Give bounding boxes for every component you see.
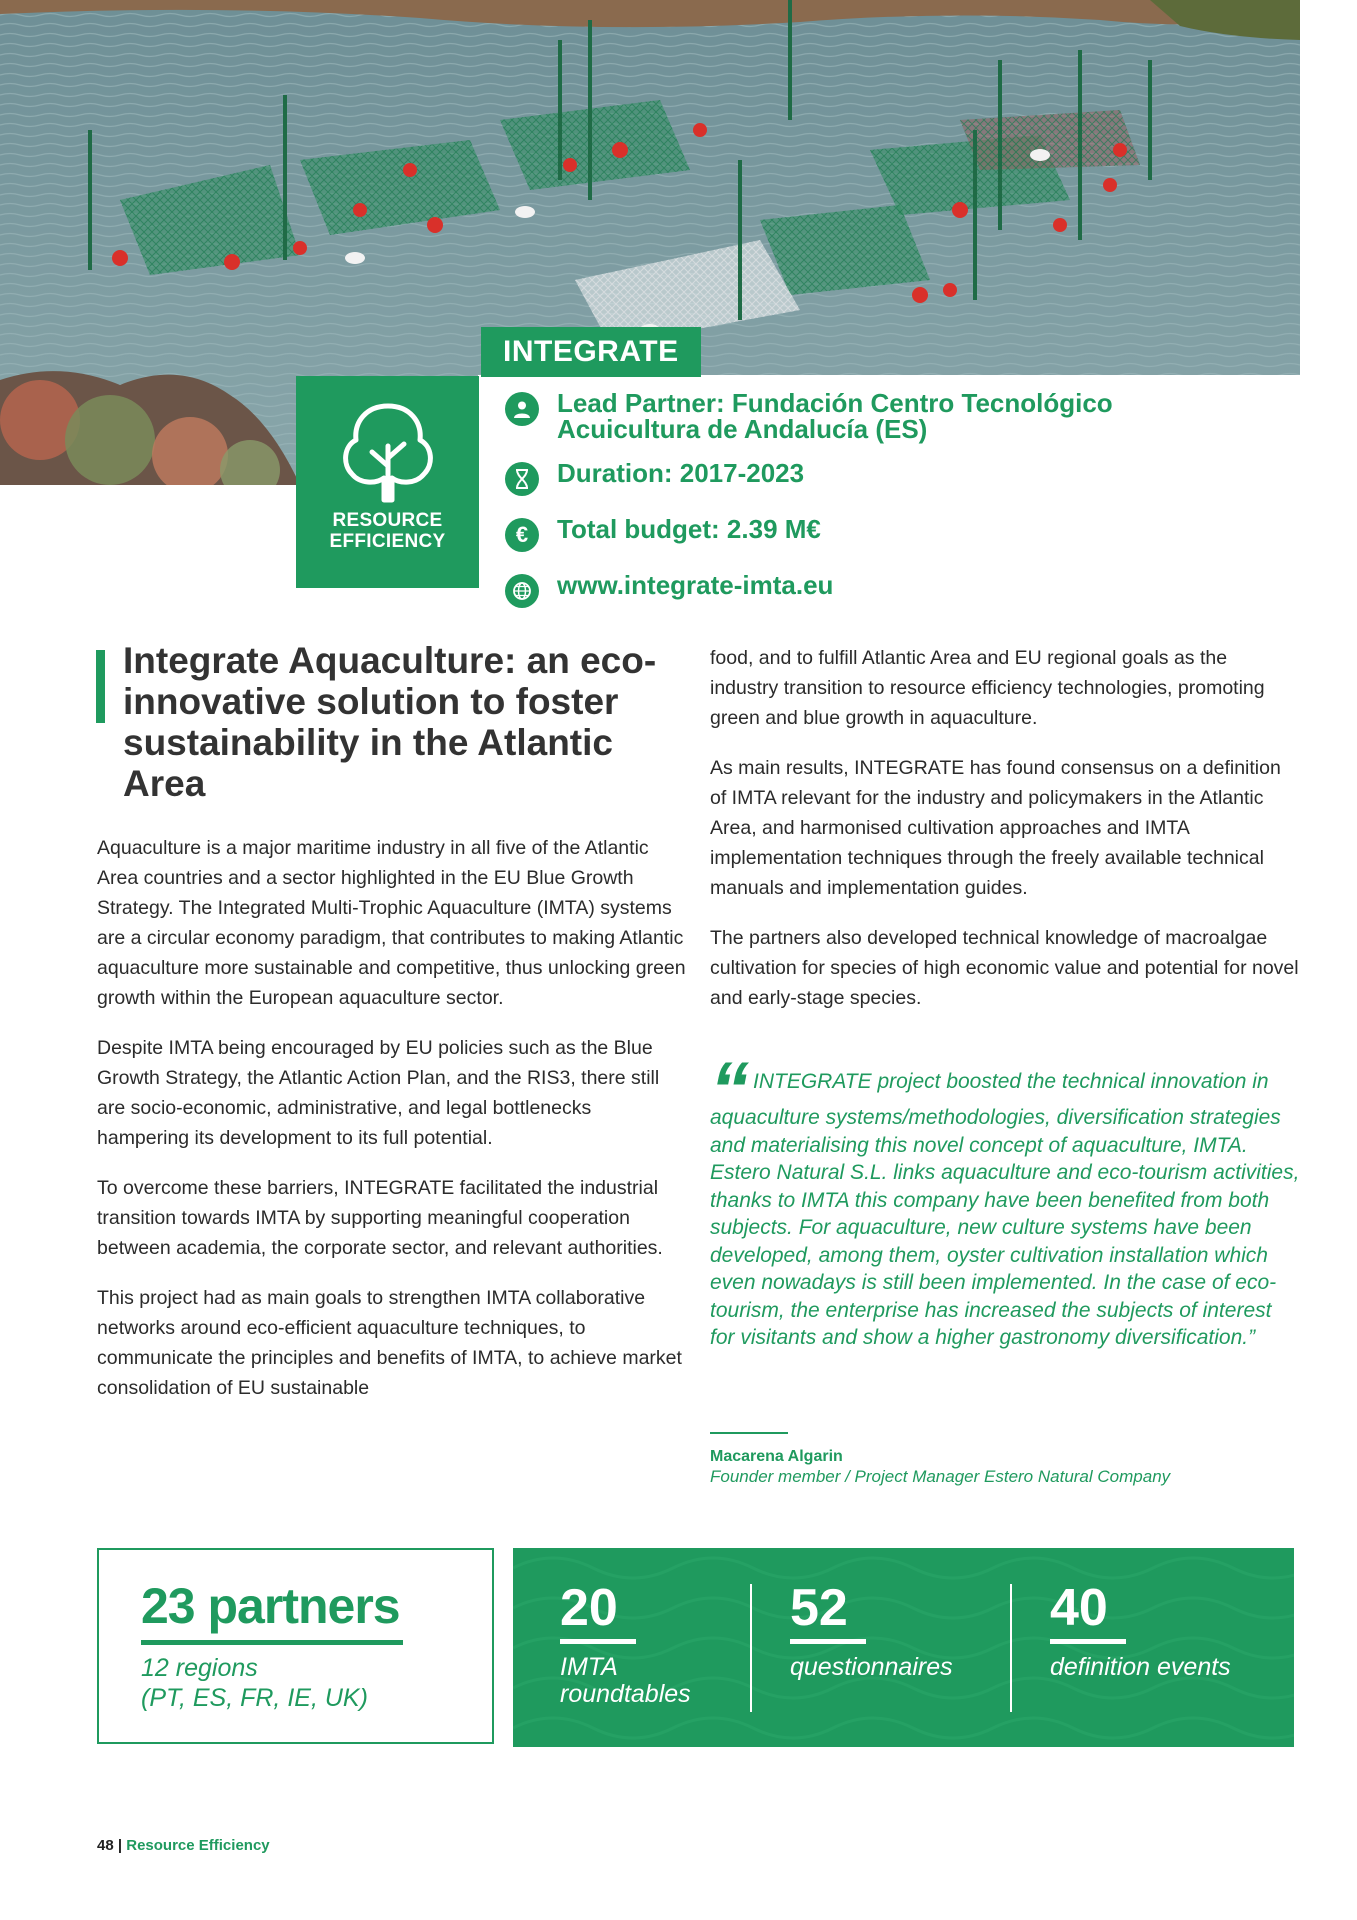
paragraph: food, and to fulfill Atlantic Area and EU regional goals as the industry transition to resource efficiency technologies, promoting green and blue growth in aquaculture. bbox=[710, 647, 1265, 729]
page-number: 48 bbox=[97, 1837, 114, 1854]
page-footer bbox=[97, 1837, 270, 1854]
results-stat-panel bbox=[513, 1548, 1294, 1747]
paragraph: The partners also developed technical knowledge of macroalgae cultivation for species of high economic value and potential for novel and early-stage species. bbox=[710, 927, 1299, 1009]
footer-separator: | bbox=[113, 1837, 127, 1854]
duration-row bbox=[505, 460, 1285, 496]
stat-number: 20 bbox=[560, 1579, 618, 1637]
stat-number: 40 bbox=[1050, 1579, 1108, 1637]
duration-text: Duration: 2017-2023 bbox=[557, 458, 805, 488]
article-headline: Integrate Aquaculture: an eco-innovative solution to foster sustainability in the Atlantic Area bbox=[123, 640, 657, 804]
paragraph: Aquaculture is a major maritime industry in all five of the Atlantic Area countries and a sector highlighted in the EU Blue Growth Strategy. The Integrated Multi-Trophic Aquaculture (IMTA) systems are a circular economy paradigm, that contributes to making Atlantic aquaculture more sustainable and competitive, thus unlocking green growth within the European aquaculture sector. bbox=[97, 837, 686, 1009]
testimonial-quote bbox=[710, 1045, 1300, 1352]
project-tag: INTEGRATE bbox=[481, 327, 701, 377]
article-column-right bbox=[710, 643, 1300, 1033]
stat-number: 52 bbox=[790, 1579, 848, 1637]
partners-underline bbox=[141, 1640, 403, 1645]
quote-mark-icon: “ bbox=[710, 1045, 749, 1133]
theme-badge bbox=[296, 376, 479, 588]
stat-underline bbox=[790, 1639, 866, 1644]
paragraph: As main results, INTEGRATE has found consensus on a definition of IMTA relevant for the industry and policymakers in the Atlantic Area, and harmonised cultivation approaches and IMTA implementation techniques through the freely available technical manuals and implementation guides. bbox=[710, 757, 1281, 899]
hourglass-icon bbox=[505, 462, 539, 496]
paragraph: This project had as main goals to strengthen IMTA collaborative networks around eco-efficient aquaculture techniques, to communicate the principles and benefits of IMTA, to achieve market consolidation of EU sustainable bbox=[97, 1287, 682, 1399]
paragraph: Despite IMTA being encouraged by EU policies such as the Blue Growth Strategy, the Atlantic Action Plan, and the RIS3, there still are socio-economic, administrative, and legal bottlenecks hampering its development to its full potential. bbox=[97, 1037, 660, 1149]
globe-icon bbox=[505, 574, 539, 608]
stat-label: IMTA roundtables bbox=[560, 1653, 691, 1708]
partners-stat-box bbox=[97, 1548, 494, 1744]
partners-count: 23 partners bbox=[141, 1578, 400, 1634]
headline-accent-bar bbox=[96, 650, 105, 723]
quote-author-name: Macarena Algarin bbox=[710, 1448, 843, 1465]
stat-label: questionnaires bbox=[790, 1653, 953, 1681]
budget-text: Total budget: 2.39 M€ bbox=[557, 514, 821, 544]
wave-pattern bbox=[513, 1548, 1294, 1747]
lead-partner-row bbox=[505, 390, 1285, 442]
quote-author-role: Founder member / Project Manager Estero Natural Company bbox=[710, 1467, 1171, 1486]
euro-icon: € bbox=[505, 518, 539, 552]
website-row bbox=[505, 572, 1285, 608]
lead-partner-text: Lead Partner: Fundación Centro Tecnológico Acuicultura de Andalucía (ES) bbox=[557, 388, 1113, 444]
stat-underline bbox=[1050, 1639, 1126, 1644]
article-column-left bbox=[97, 833, 687, 1423]
quote-text: INTEGRATE project boosted the technical innovation in aquaculture systems/methodologies, diversification strategies and materialising this novel concept of aquaculture, IMTA. Estero Natural S.L. links aquaculture and eco-tourism activities, thanks to IMTA this company have been benefited from both subjects. For aquaculture, new culture systems have been developed, among them, oyster cultivation installation which even nowadays is still been implemented. In the case of eco-tourism, the enterprise has increased the subjects of interest for visitants and show a higher gastronomy diversification.” bbox=[710, 1070, 1300, 1349]
regions-text: 12 regions (PT, ES, FR, IE, UK) bbox=[141, 1654, 368, 1712]
person-icon bbox=[505, 392, 539, 426]
stat-label: definition events bbox=[1050, 1653, 1231, 1681]
website-link[interactable]: www.integrate-imta.eu bbox=[557, 570, 834, 600]
paragraph: To overcome these barriers, INTEGRATE facilitated the industrial transition towards IMTA by supporting meaningful cooperation between academia, the corporate sector, and relevant authorities. bbox=[97, 1177, 663, 1259]
footer-section: Resource Efficiency bbox=[126, 1837, 270, 1854]
quote-divider bbox=[710, 1432, 788, 1434]
tree-icon bbox=[338, 400, 438, 506]
stat-underline bbox=[560, 1639, 636, 1644]
stat-divider bbox=[1010, 1584, 1012, 1712]
stat-divider bbox=[750, 1584, 752, 1712]
project-info bbox=[505, 390, 1285, 622]
theme-label: RESOURCE EFFICIENCY bbox=[329, 510, 446, 552]
budget-row bbox=[505, 516, 1285, 552]
